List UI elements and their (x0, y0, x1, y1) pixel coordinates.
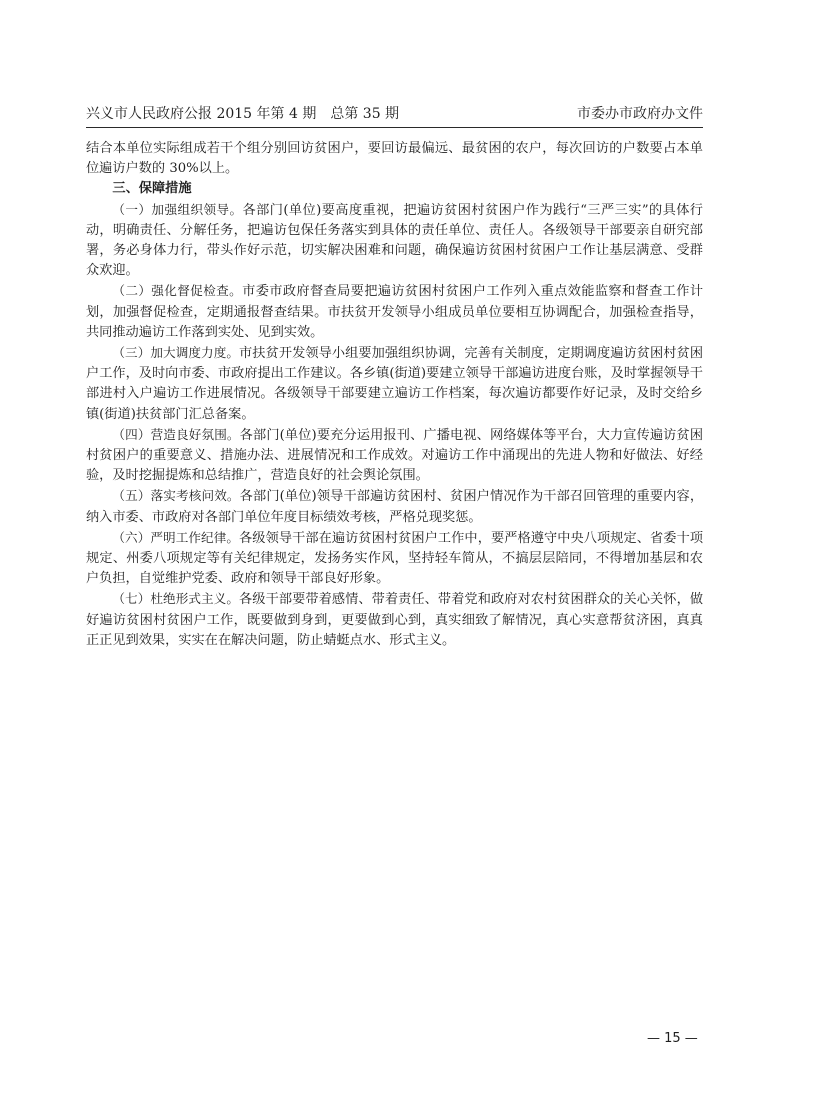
section-heading: 三、保障措施 (112, 181, 192, 197)
measure-lead: （三）加大调度力度。 (112, 345, 240, 361)
measure-text: 市委市政府督查局要把遍访贫困村贫困户工作列入重点效能监察和督查工作计划，加强督促检查，定期通报督查结果。市扶贫开发领导小组成员单位要相互协调配合，加强检查指导，共同推动遍访工作落到实处、见到实效。 (86, 284, 704, 340)
measure-paragraph (86, 425, 703, 487)
measure-text: 各级领导干部在遍访贫困村贫困户工作中，要严格遵守中央八项规定、省委十项规定、州委八项规定等有关纪律规定，发扬务实作风，坚持轻车简从，不搞层层陪同，不得增加基层和农户负担，自觉维护党委、政府和领导干部良好形象。 (86, 530, 704, 587)
measure-lead: （七）杜绝形式主义。 (112, 591, 240, 607)
measure-paragraph (86, 528, 703, 590)
measure-text: 各部门(单位)领导干部遍访贫困村、贫困户情况作为干部召回管理的重要内容，纳入市委、市政府对各部门单位年度目标绩效考核，严格兑现奖惩。 (86, 489, 704, 525)
measure-paragraph (86, 200, 703, 282)
measure-lead: （一）加强组织领导。 (112, 201, 243, 217)
measure-lead: （五）落实考核问效。 (112, 488, 240, 504)
intro-paragraph: 结合本单位实际组成若干个组分别回访贫困户，要回访最偏远、最贫困的农户，每次回访的户数要占本单位遍访户数的 30%以上。 (86, 141, 703, 177)
document-body (86, 139, 703, 651)
measure-paragraph (86, 589, 703, 651)
measure-text: 各部门(单位)要充分运用报刊、广播电视、网络媒体等平台，大力宣传遍访贫困村贫困户的重要意义、措施办法、进展情况和工作成效。对遍访工作中涌现出的先进人物和好做法、好经验，及时挖掘提炼和总结推广，营造良好的社会舆论氛围。 (86, 427, 704, 484)
measure-lead: （六）严明工作纪律。 (112, 529, 240, 545)
header-publication: 兴义市人民政府公报 2015 年第 4 期 总第 35 期 (86, 106, 400, 122)
measure-lead: （二）强化督促检查。 (112, 283, 243, 299)
running-header (86, 106, 703, 122)
measure-paragraph (86, 486, 703, 527)
measure-paragraph (86, 343, 703, 425)
measure-text: 市扶贫开发领导小组要加强组织协调，完善有关制度，定期调度遍访贫困村贫困户工作，及时向市委、市政府提出工作建议。各乡镇(街道)要建立领导干部遍访进度台账，及时掌握领导干部进村入户遍访工作进展情况。各级领导干部要建立遍访工作档案，每次遍访都要作好记录，及时交给乡镇(街道)扶贫部门汇总备案。 (86, 346, 704, 422)
page-number: — 15 — (647, 1031, 698, 1046)
measure-text: 各级干部要带着感情、带着责任、带着党和政府对农村贫困群众的关心关怀，做好遍访贫困村贫困户工作，既要做到身到，更要做到心到，真实细致了解情况，真心实意帮贫济困，真真正正见到效果，实实在在解决问题，防止蜻蜓点水、形式主义。 (86, 592, 704, 648)
measure-paragraph (86, 281, 703, 343)
header-section: 市委办市政府办文件 (577, 106, 703, 122)
header-divider (86, 127, 703, 128)
measure-lead: （四）营造良好氛围。 (112, 426, 240, 442)
measure-text: 各部门(单位)要高度重视，把遍访贫困村贫困户作为践行“三严三实”的具体行动，明确责任、分解任务，把遍访包保任务落实到具体的责任单位、责任人。各级领导干部要亲自研究部署，务必身体力行，带头作好示范，切实解决困难和问题，确保遍访贫困村贫困户工作让基层满意、受群众欢迎。 (86, 202, 703, 279)
